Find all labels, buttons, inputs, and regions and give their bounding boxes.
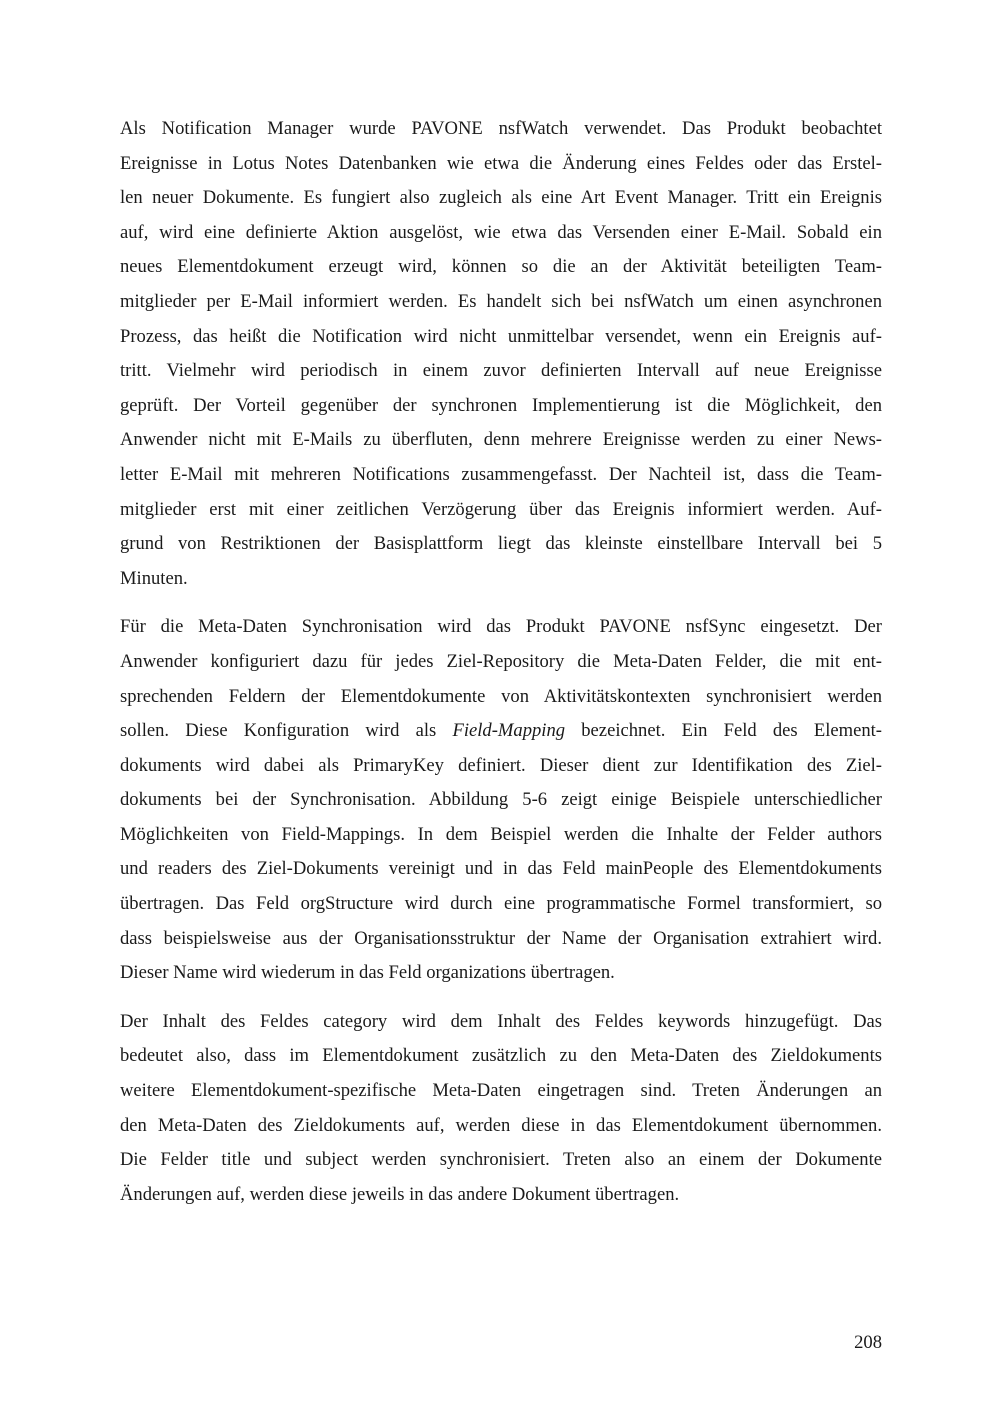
paragraph	[120, 610, 882, 991]
text-line: Minuten.	[120, 567, 188, 589]
text-line: Anwender konfiguriert dazu für jedes Ziel-Repository die Meta-Daten Felder, die mit ent-	[120, 650, 882, 672]
text-line: Die Felder title und subject werden synchronisiert. Treten also an einem der Dokumente	[120, 1149, 882, 1171]
text-line: weitere Elementdokument-spezifische Meta-Daten eingetragen sind. Treten Änderungen an	[120, 1080, 882, 1102]
text-line: Ereignisse in Lotus Notes Datenbanken wie etwa die Änderung eines Feldes oder das Erstel-	[120, 152, 882, 174]
text-line: sollen. Diese Konfiguration wird als Field-Mapping bezeichnet. Ein Feld des Element-	[120, 720, 882, 742]
text-line: len neuer Dokumente. Es fungiert also zugleich als eine Art Event Manager. Tritt ein Ereignis	[120, 187, 882, 209]
text-line: auf, wird eine definierte Aktion ausgelöst, wie etwa das Versenden einer E-Mail. Sobald ein	[120, 221, 882, 243]
text-line: mitglieder per E-Mail informiert werden. Es handelt sich bei nsfWatch um einen asynchronen	[120, 290, 882, 312]
text-line: den Meta-Daten des Zieldokuments auf, werden diese in das Elementdokument übernommen.	[120, 1114, 882, 1136]
text-line: grund von Restriktionen der Basisplattform liegt das kleinste einstellbare Intervall bei 5	[120, 533, 882, 555]
body-text	[120, 112, 882, 1212]
text-line: bedeutet also, dass im Elementdokument zusätzlich zu den Meta-Daten des Zieldokuments	[120, 1045, 882, 1067]
document-page	[120, 112, 882, 1226]
text-line: tritt. Vielmehr wird periodisch in einem zuvor definierten Intervall auf neue Ereignisse	[120, 360, 882, 382]
text-line: sprechenden Feldern der Elementdokumente von Aktivitätskontexten synchronisiert werden	[120, 685, 882, 707]
text-line: Anwender nicht mit E-Mails zu überfluten, denn mehrere Ereignisse werden zu einer News-	[120, 429, 882, 451]
text-line: mitglieder erst mit einer zeitlichen Verzögerung über das Ereignis informiert werden. Auf-	[120, 498, 882, 520]
text-line: und readers des Ziel-Dokuments vereinigt und in das Feld mainPeople des Elementdokuments	[120, 858, 882, 880]
text-line: dass beispielsweise aus der Organisationsstruktur der Name der Organisation extrahiert wird.	[120, 927, 882, 949]
paragraph	[120, 1005, 882, 1213]
text-line: übertragen. Das Feld orgStructure wird durch eine programmatische Formel transformiert, so	[120, 893, 882, 915]
text-line: Änderungen auf, werden diese jeweils in das andere Dokument übertragen.	[120, 1183, 680, 1205]
text-line: Möglichkeiten von Field-Mappings. In dem Beispiel werden die Inhalte der Felder authors	[120, 823, 882, 845]
page-number: 208	[854, 1332, 882, 1353]
text-line: Prozess, das heißt die Notification wird nicht unmittelbar versendet, wenn ein Ereignis auf-	[120, 325, 882, 347]
text-line: Für die Meta-Daten Synchronisation wird das Produkt PAVONE nsfSync eingesetzt. Der	[120, 616, 882, 638]
text-line: dokuments wird dabei als PrimaryKey definiert. Dieser dient zur Identifikation des Ziel-	[120, 754, 882, 776]
text-line: dokuments bei der Synchronisation. Abbildung 5-6 zeigt einige Beispiele unterschiedlicher	[120, 789, 882, 811]
text-line: neues Elementdokument erzeugt wird, können so die an der Aktivität beteiligten Team-	[120, 256, 882, 278]
paragraph	[120, 112, 882, 596]
text-line: letter E-Mail mit mehreren Notifications zusammengefasst. Der Nachteil ist, dass die Team-	[120, 463, 882, 485]
italic-term: Field-Mapping	[452, 720, 566, 742]
text-line: Der Inhalt des Feldes category wird dem Inhalt des Feldes keywords hinzugefügt. Das	[120, 1010, 882, 1032]
text-line: Dieser Name wird wiederum in das Feld organizations übertragen.	[120, 962, 615, 984]
text-line: geprüft. Der Vorteil gegenüber der synchronen Implementierung ist die Möglichkeit, den	[120, 394, 882, 416]
text-line: Als Notification Manager wurde PAVONE nsfWatch verwendet. Das Produkt beobachtet	[120, 118, 882, 139]
